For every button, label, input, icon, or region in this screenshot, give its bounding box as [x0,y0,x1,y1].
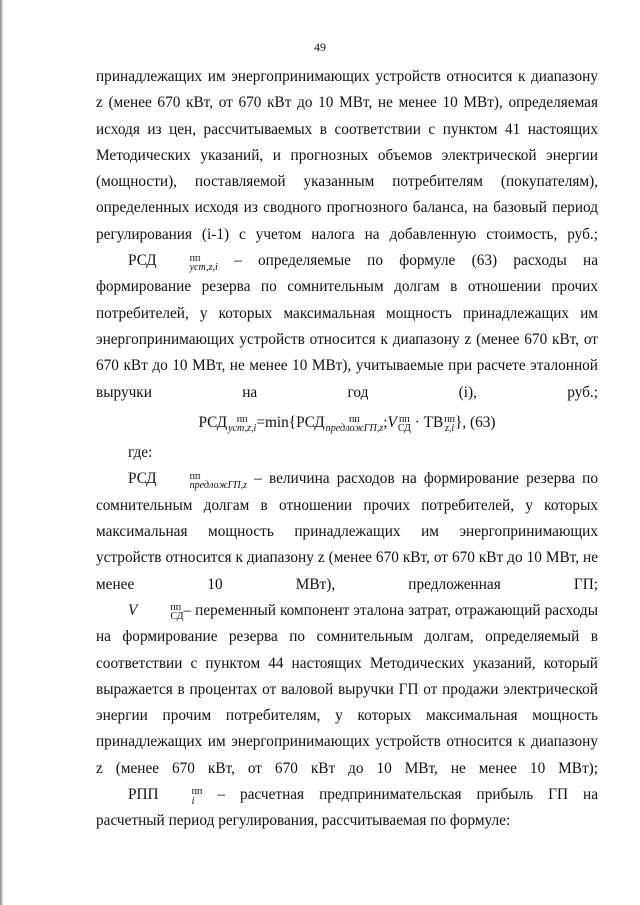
symbol-v-sd: V пп СД [128,601,184,623]
symbol-rpp: РПП пп i [128,786,203,807]
definition-v-sd [96,598,598,782]
definition-rpp [96,782,598,835]
definition-text: – расчетная предпринимательская прибыль ГП на расчетный период регулирования, рассчитываемая по формуле: [96,786,598,830]
definition-text: – переменный компонент эталона затрат, отражающий расходы на формирование резерва по сомнительным долгам, определяемый в соответствии с пунктом 44 настоящих Методических указаний, который выражается в процентах от валовой выручки ГП от продажи электрической энергии прочим потребителям, у которых максимальная мощность принадлежащих им энергопринимающих устройств относится к диапазону z (менее 670 кВт, от 670 кВт до 10 МВт, не менее 10 МВт); [96,601,598,777]
definition-text: – величина расходов на формирование резерва по сомнительным долгам в отношении прочих потребителей, у которых максимальная мощность принадлежащих им энергопринимающих устройств относится к диапазону z (менее 670 кВт, от 670 кВт до 10 МВт, не менее 10 МВт), предложенная ГП; [96,470,598,593]
symbol-rsd-ust: РСД пп уст,z,i [128,252,218,273]
scan-edge-shadow [0,0,3,905]
definition-text: – определяемые по формуле (63) расходы на формирование резерва по сомнительным долгам в отношении прочих потребителей, у которых максимальная мощность принадлежащих им энергопринимающих устройств относится к диапазону z (менее 670 кВт, от 670 кВт до 10 МВт, не менее 10 МВт), учитываемые при расчете эталонной выручки на год (i), руб.; [96,252,598,401]
document-body [96,64,598,835]
where-label: где: [128,444,153,462]
formula-63: РСД пп уст,z,i =min{РСД пп предложГП,z ;V пп СД · ТВ пп z,i }, (63) [198,413,496,435]
paragraph-continuation: принадлежащих им энергопринимающих устройств относится к диапазону z (менее 670 кВт, от 670 кВт до 10 МВт, не менее 10 МВт), определяемая исходя из цен, рассчитываемых в соответствии с пунктом 41 настоящих Методических указаний, и прогнозных объемов электрической энергии (мощности), поставляемой указанным потребителям (покупателям), определенных исходя из сводного прогнозного баланса, на базовый период регулирования (i-1) с учетом налога на добавленную стоимость, руб.; [96,68,598,243]
page-number: 49 [314,40,326,54]
symbol-rsd-predlozh: РСД пп предложГП,z [128,470,248,491]
definition-rsd-ust [96,248,598,406]
definition-rsd-predlozh [96,466,598,597]
